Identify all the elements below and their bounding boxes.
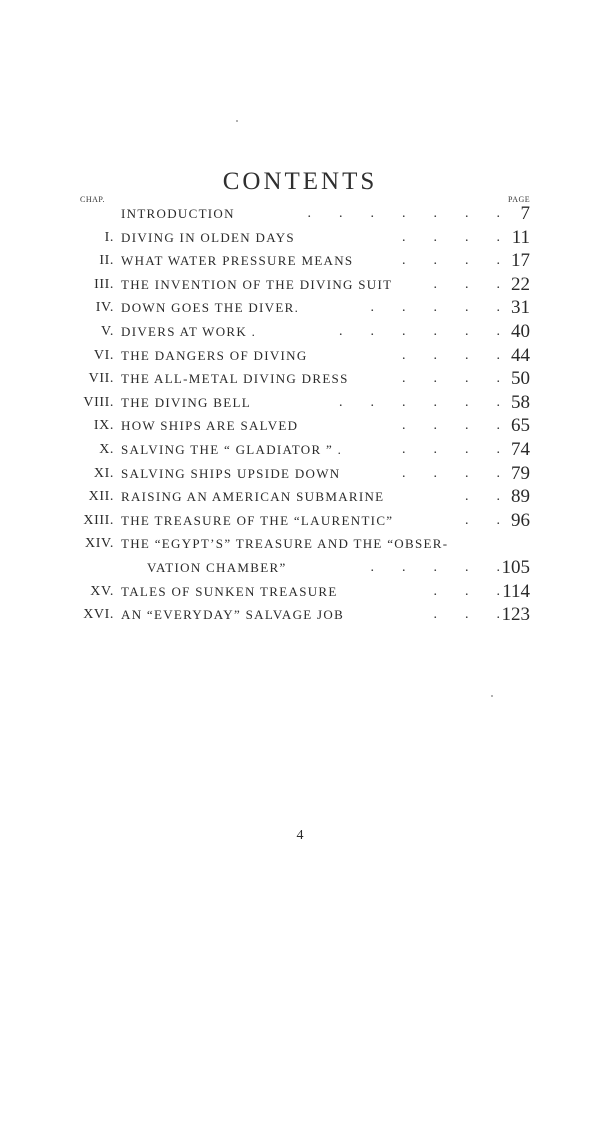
leader-dots: . .: [465, 512, 500, 528]
page-ref: 40: [511, 320, 530, 342]
toc-entry: [0, 581, 600, 605]
chapter-number: XIV.: [85, 536, 114, 552]
page-ref: 89: [511, 486, 530, 508]
leader-dots: . . . . .: [370, 300, 500, 316]
page-ref: 96: [511, 509, 530, 531]
chapter-title: INTRODUCTION: [121, 206, 235, 221]
toc-entry: [0, 415, 600, 439]
chapter-number: XIII.: [83, 512, 114, 528]
chapter-number: IV.: [95, 300, 114, 316]
chapter-number: I.: [104, 229, 114, 245]
chapter-title: SALVING THE “ GLADIATOR ” .: [121, 441, 343, 457]
chapter-number: IX.: [93, 418, 114, 434]
chapter-number: VII.: [88, 371, 114, 387]
page-ref: 7: [520, 203, 530, 224]
toc-entry: [0, 250, 600, 274]
page-ref: 74: [511, 438, 530, 460]
chapter-title: SALVING SHIPS UPSIDE DOWN: [121, 465, 341, 481]
chapter-title: DOWN GOES THE DIVER.: [121, 300, 300, 316]
page-ref: 123: [501, 604, 530, 626]
table-of-contents: [0, 203, 600, 628]
chapter-title: HOW SHIPS ARE SALVED: [121, 418, 299, 434]
page-ref: 22: [511, 273, 530, 295]
leader-dots: . . . . . .: [339, 323, 500, 339]
toc-entry: [0, 274, 600, 298]
leader-dots: . . . .: [402, 441, 500, 457]
leader-dots: . . . .: [402, 253, 500, 269]
chapter-title: THE DIVING BELL: [121, 394, 251, 410]
chapter-number: X.: [99, 441, 114, 457]
page-ref: 50: [511, 368, 530, 390]
leader-dots: . . . . . .: [339, 394, 500, 410]
toc-entry: [0, 463, 600, 487]
page-column-label: PAGE: [508, 195, 531, 204]
leader-dots: . . . .: [402, 347, 500, 363]
toc-entry: [0, 297, 600, 321]
page-ref: 79: [511, 462, 530, 484]
leader-dots: . . .: [433, 583, 500, 599]
toc-entry: [0, 486, 600, 510]
toc-entry: [0, 557, 600, 581]
page-ref: 105: [501, 556, 530, 578]
chapter-number: II.: [99, 253, 114, 269]
page-title: CONTENTS: [222, 168, 378, 195]
leader-dots: . . . . .: [370, 559, 500, 575]
page-ref: 114: [502, 580, 530, 602]
chapter-number: XVI.: [83, 607, 114, 623]
chapter-title: THE INVENTION OF THE DIVING SUIT: [121, 276, 393, 292]
leader-dots: . .: [465, 489, 500, 505]
toc-entry: [0, 203, 600, 227]
chapter-title: RAISING AN AMERICAN SUBMARINE: [121, 489, 385, 505]
leader-dots: . . .: [433, 276, 500, 292]
chapter-title: TALES OF SUNKEN TREASURE: [121, 583, 338, 599]
page-ref: 44: [511, 344, 530, 366]
paper-speck: [491, 695, 493, 697]
chapter-number: III.: [94, 276, 114, 292]
chapter-number: XI.: [93, 465, 114, 481]
chapter-number: V.: [100, 323, 114, 339]
leader-dots: . . . .: [402, 229, 500, 245]
page-ref: 65: [511, 415, 530, 437]
paper-speck: [236, 120, 238, 122]
chapter-number: VI.: [93, 347, 114, 363]
toc-entry: [0, 439, 600, 463]
chapter-title: AN “EVERYDAY” SALVAGE JOB: [121, 607, 345, 623]
chapter-column-label: CHAP.: [80, 195, 105, 204]
page-ref: 58: [511, 391, 530, 413]
toc-entry: [0, 533, 600, 557]
chapter-title: THE “EGYPT’S” TREASURE AND THE “OBSER-: [121, 536, 449, 552]
leader-dots: . . . .: [402, 371, 500, 387]
page-ref: 31: [511, 297, 530, 319]
chapter-title: THE ALL-METAL DIVING DRESS: [121, 371, 349, 387]
toc-entry: [0, 604, 600, 628]
chapter-title: DIVING IN OLDEN DAYS: [121, 229, 295, 245]
leader-dots: . . . .: [402, 418, 500, 434]
chapter-title: VATION CHAMBER”: [147, 559, 287, 575]
chapter-title: THE TREASURE OF THE “LAURENTIC”: [121, 512, 394, 528]
leader-dots: . . . .: [402, 465, 500, 481]
page-ref: 11: [511, 226, 530, 248]
toc-entry: [0, 321, 600, 345]
toc-entry: [0, 345, 600, 369]
leader-dots: . . .: [433, 607, 500, 623]
toc-entry: [0, 368, 600, 392]
chapter-title: WHAT WATER PRESSURE MEANS: [121, 253, 354, 269]
toc-entry: [0, 510, 600, 534]
chapter-number: XII.: [88, 489, 114, 505]
chapter-number: VIII.: [83, 394, 114, 410]
chapter-title: THE DANGERS OF DIVING: [121, 347, 308, 363]
toc-entry: [0, 227, 600, 251]
toc-entry: [0, 392, 600, 416]
chapter-title: DIVERS AT WORK .: [121, 323, 257, 339]
page-number: 4: [296, 828, 304, 843]
chapter-number: XV.: [90, 583, 114, 599]
leader-dots: . . . . . . .: [307, 206, 500, 221]
page-ref: 17: [511, 250, 530, 272]
